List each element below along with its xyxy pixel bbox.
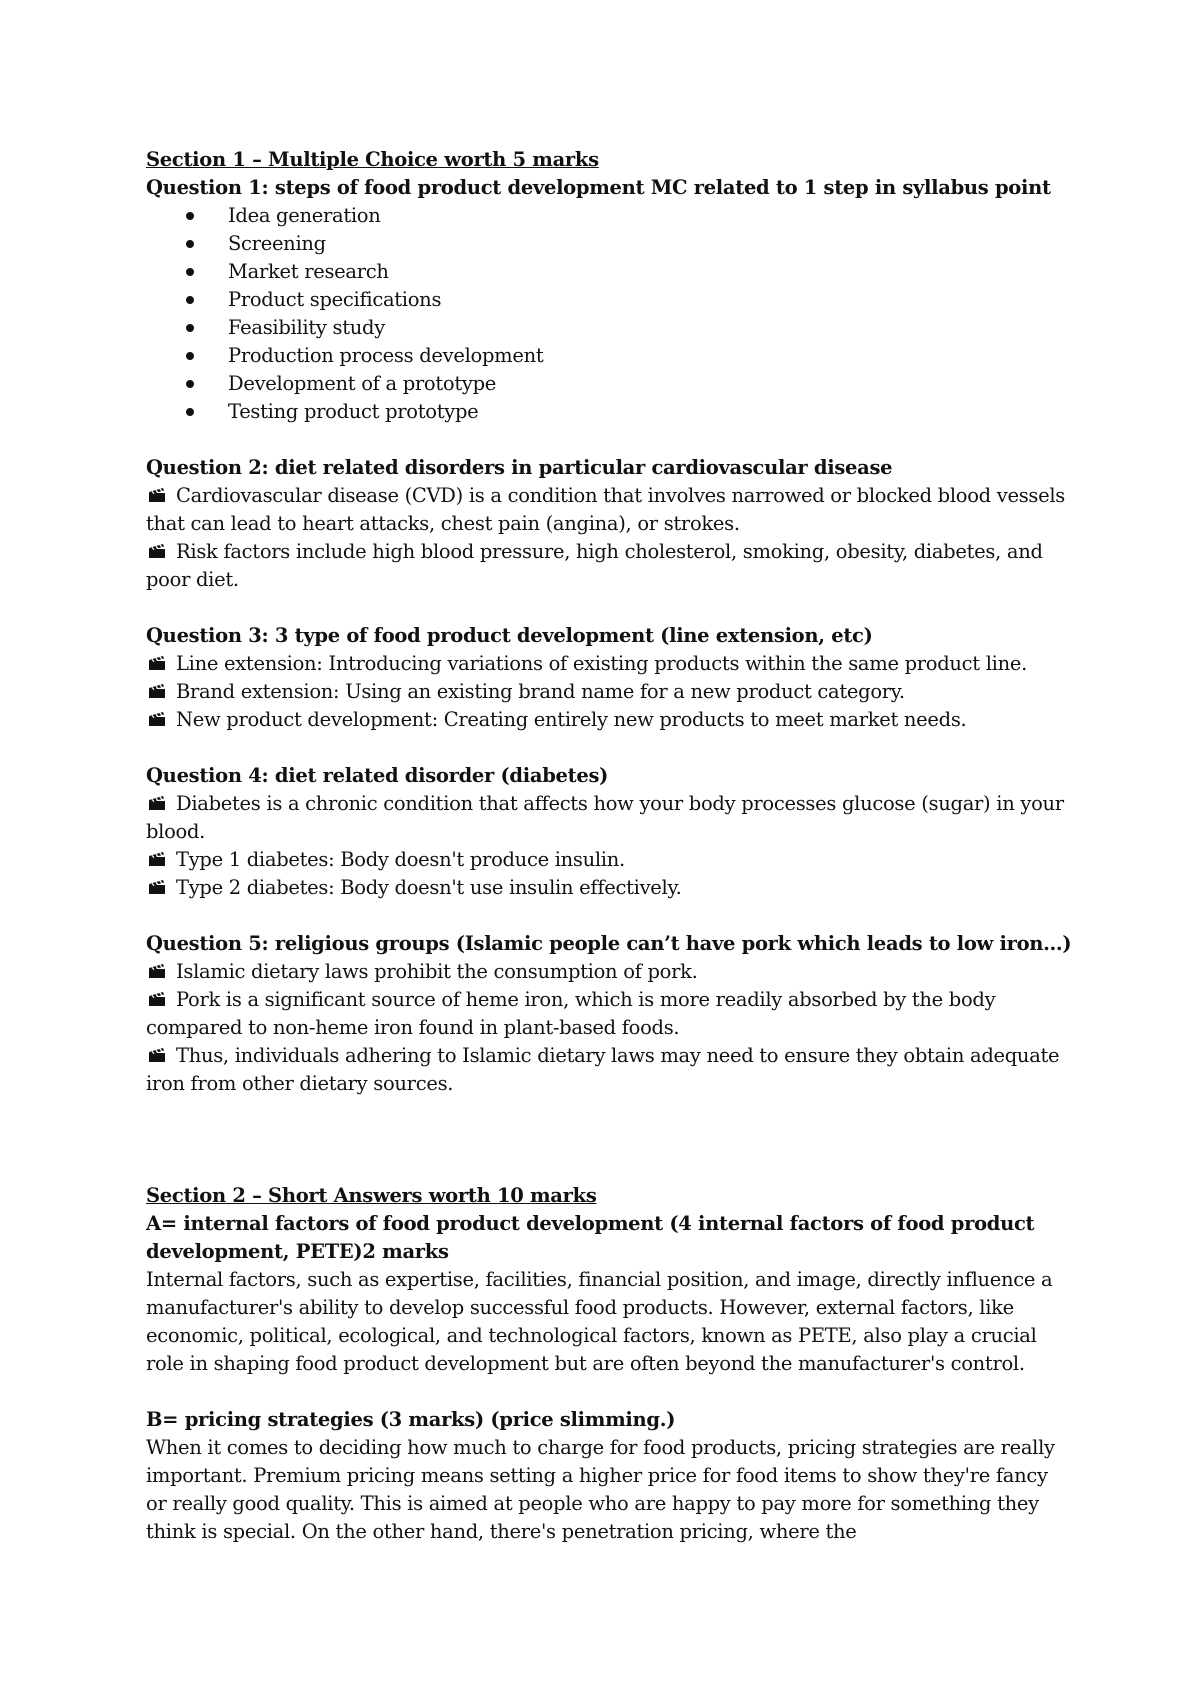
bullet-dot-icon (186, 212, 194, 220)
list-item: Idea generation (146, 202, 1066, 230)
section-2-part-b-title: B= pricing strategies (3 marks) (price slimming.) (146, 1408, 676, 1431)
question-3-title: Question 3: 3 type of food product development (line extension, etc) (146, 624, 873, 647)
bullet-dot-icon (186, 240, 194, 248)
question-4-item: Type 1 diabetes: Body doesn't produce insulin. (146, 846, 1066, 874)
clapperboard-icon (148, 543, 166, 559)
section-1-heading: Section 1 – Multiple Choice worth 5 marks (146, 148, 599, 171)
question-2-title: Question 2: diet related disorders in particular cardiovascular disease (146, 456, 893, 479)
clapperboard-icon (148, 991, 166, 1007)
question-5-title: Question 5: religious groups (Islamic people can’t have pork which leads to low iron…) (146, 932, 1072, 955)
list-item: Production process development (146, 342, 1066, 370)
question-5-item: Islamic dietary laws prohibit the consumption of pork. (146, 958, 1066, 986)
question-1-bullet-list (146, 202, 1066, 426)
list-item: Feasibility study (146, 314, 1066, 342)
clapperboard-icon (148, 795, 166, 811)
list-item: Screening (146, 230, 1066, 258)
bullet-dot-icon (186, 296, 194, 304)
question-3-item: New product development: Creating entirely new products to meet market needs. (146, 706, 1066, 734)
clapperboard-icon (148, 711, 166, 727)
section-2-part-a-body: Internal factors, such as expertise, facilities, financial position, and image, directly influence a manufacturer's ability to develop successful food products. However, external factors, like economic, political, ecological, and technological factors, known as PETE, also play a crucial role in shaping food product development but are often beyond the manufacturer's control. (146, 1268, 1053, 1375)
question-5-item: Pork is a significant source of heme iron, which is more readily absorbed by the body compared to non-heme iron found in plant-based foods. (146, 988, 996, 1039)
bullet-dot-icon (186, 324, 194, 332)
question-2-item: Cardiovascular disease (CVD) is a condition that involves narrowed or blocked blood vessels that can lead to heart attacks, chest pain (angina), or strokes. (146, 484, 1066, 535)
list-item: Development of a prototype (146, 370, 1066, 398)
clapperboard-icon (148, 963, 166, 979)
clapperboard-icon (148, 683, 166, 699)
question-4-item: Type 2 diabetes: Body doesn't use insulin effectively. (146, 874, 1066, 902)
bullet-dot-icon (186, 268, 194, 276)
bullet-dot-icon (186, 352, 194, 360)
bullet-dot-icon (186, 380, 194, 388)
list-item: Product specifications (146, 286, 1066, 314)
question-1-title: Question 1: steps of food product development MC related to 1 step in syllabus point (146, 176, 1051, 199)
list-item: Testing product prototype (146, 398, 1066, 426)
clapperboard-icon (148, 1047, 166, 1063)
question-2-item: Risk factors include high blood pressure, high cholesterol, smoking, obesity, diabetes, and poor diet. (146, 540, 1043, 591)
question-4-item: Diabetes is a chronic condition that affects how your body processes glucose (sugar) in your blood. (146, 792, 1064, 843)
clapperboard-icon (148, 851, 166, 867)
question-3-item: Brand extension: Using an existing brand name for a new product category. (146, 678, 1066, 706)
question-5-item: Thus, individuals adhering to Islamic dietary laws may need to ensure they obtain adequate iron from other dietary sources. (146, 1044, 1060, 1095)
clapperboard-icon (148, 879, 166, 895)
section-2-heading: Section 2 – Short Answers worth 10 marks (146, 1184, 597, 1207)
question-4-title: Question 4: diet related disorder (diabetes) (146, 764, 609, 787)
document-content (146, 146, 1072, 1546)
clapperboard-icon (148, 487, 166, 503)
clapperboard-icon (148, 655, 166, 671)
list-item: Market research (146, 258, 1066, 286)
section-2-part-a-title: A= internal factors of food product development (4 internal factors of food product development, PETE)2 marks (146, 1212, 1035, 1263)
bullet-dot-icon (186, 408, 194, 416)
section-2-part-b-body: When it comes to deciding how much to charge for food products, pricing strategies are really important. Premium pricing means setting a higher price for food items to show they're fancy or really good quality. This is aimed at people who are happy to pay more for something they think is special. On the other hand, there's penetration pricing, where the (146, 1436, 1055, 1543)
question-3-item: Line extension: Introducing variations of existing products within the same product line. (146, 650, 1066, 678)
